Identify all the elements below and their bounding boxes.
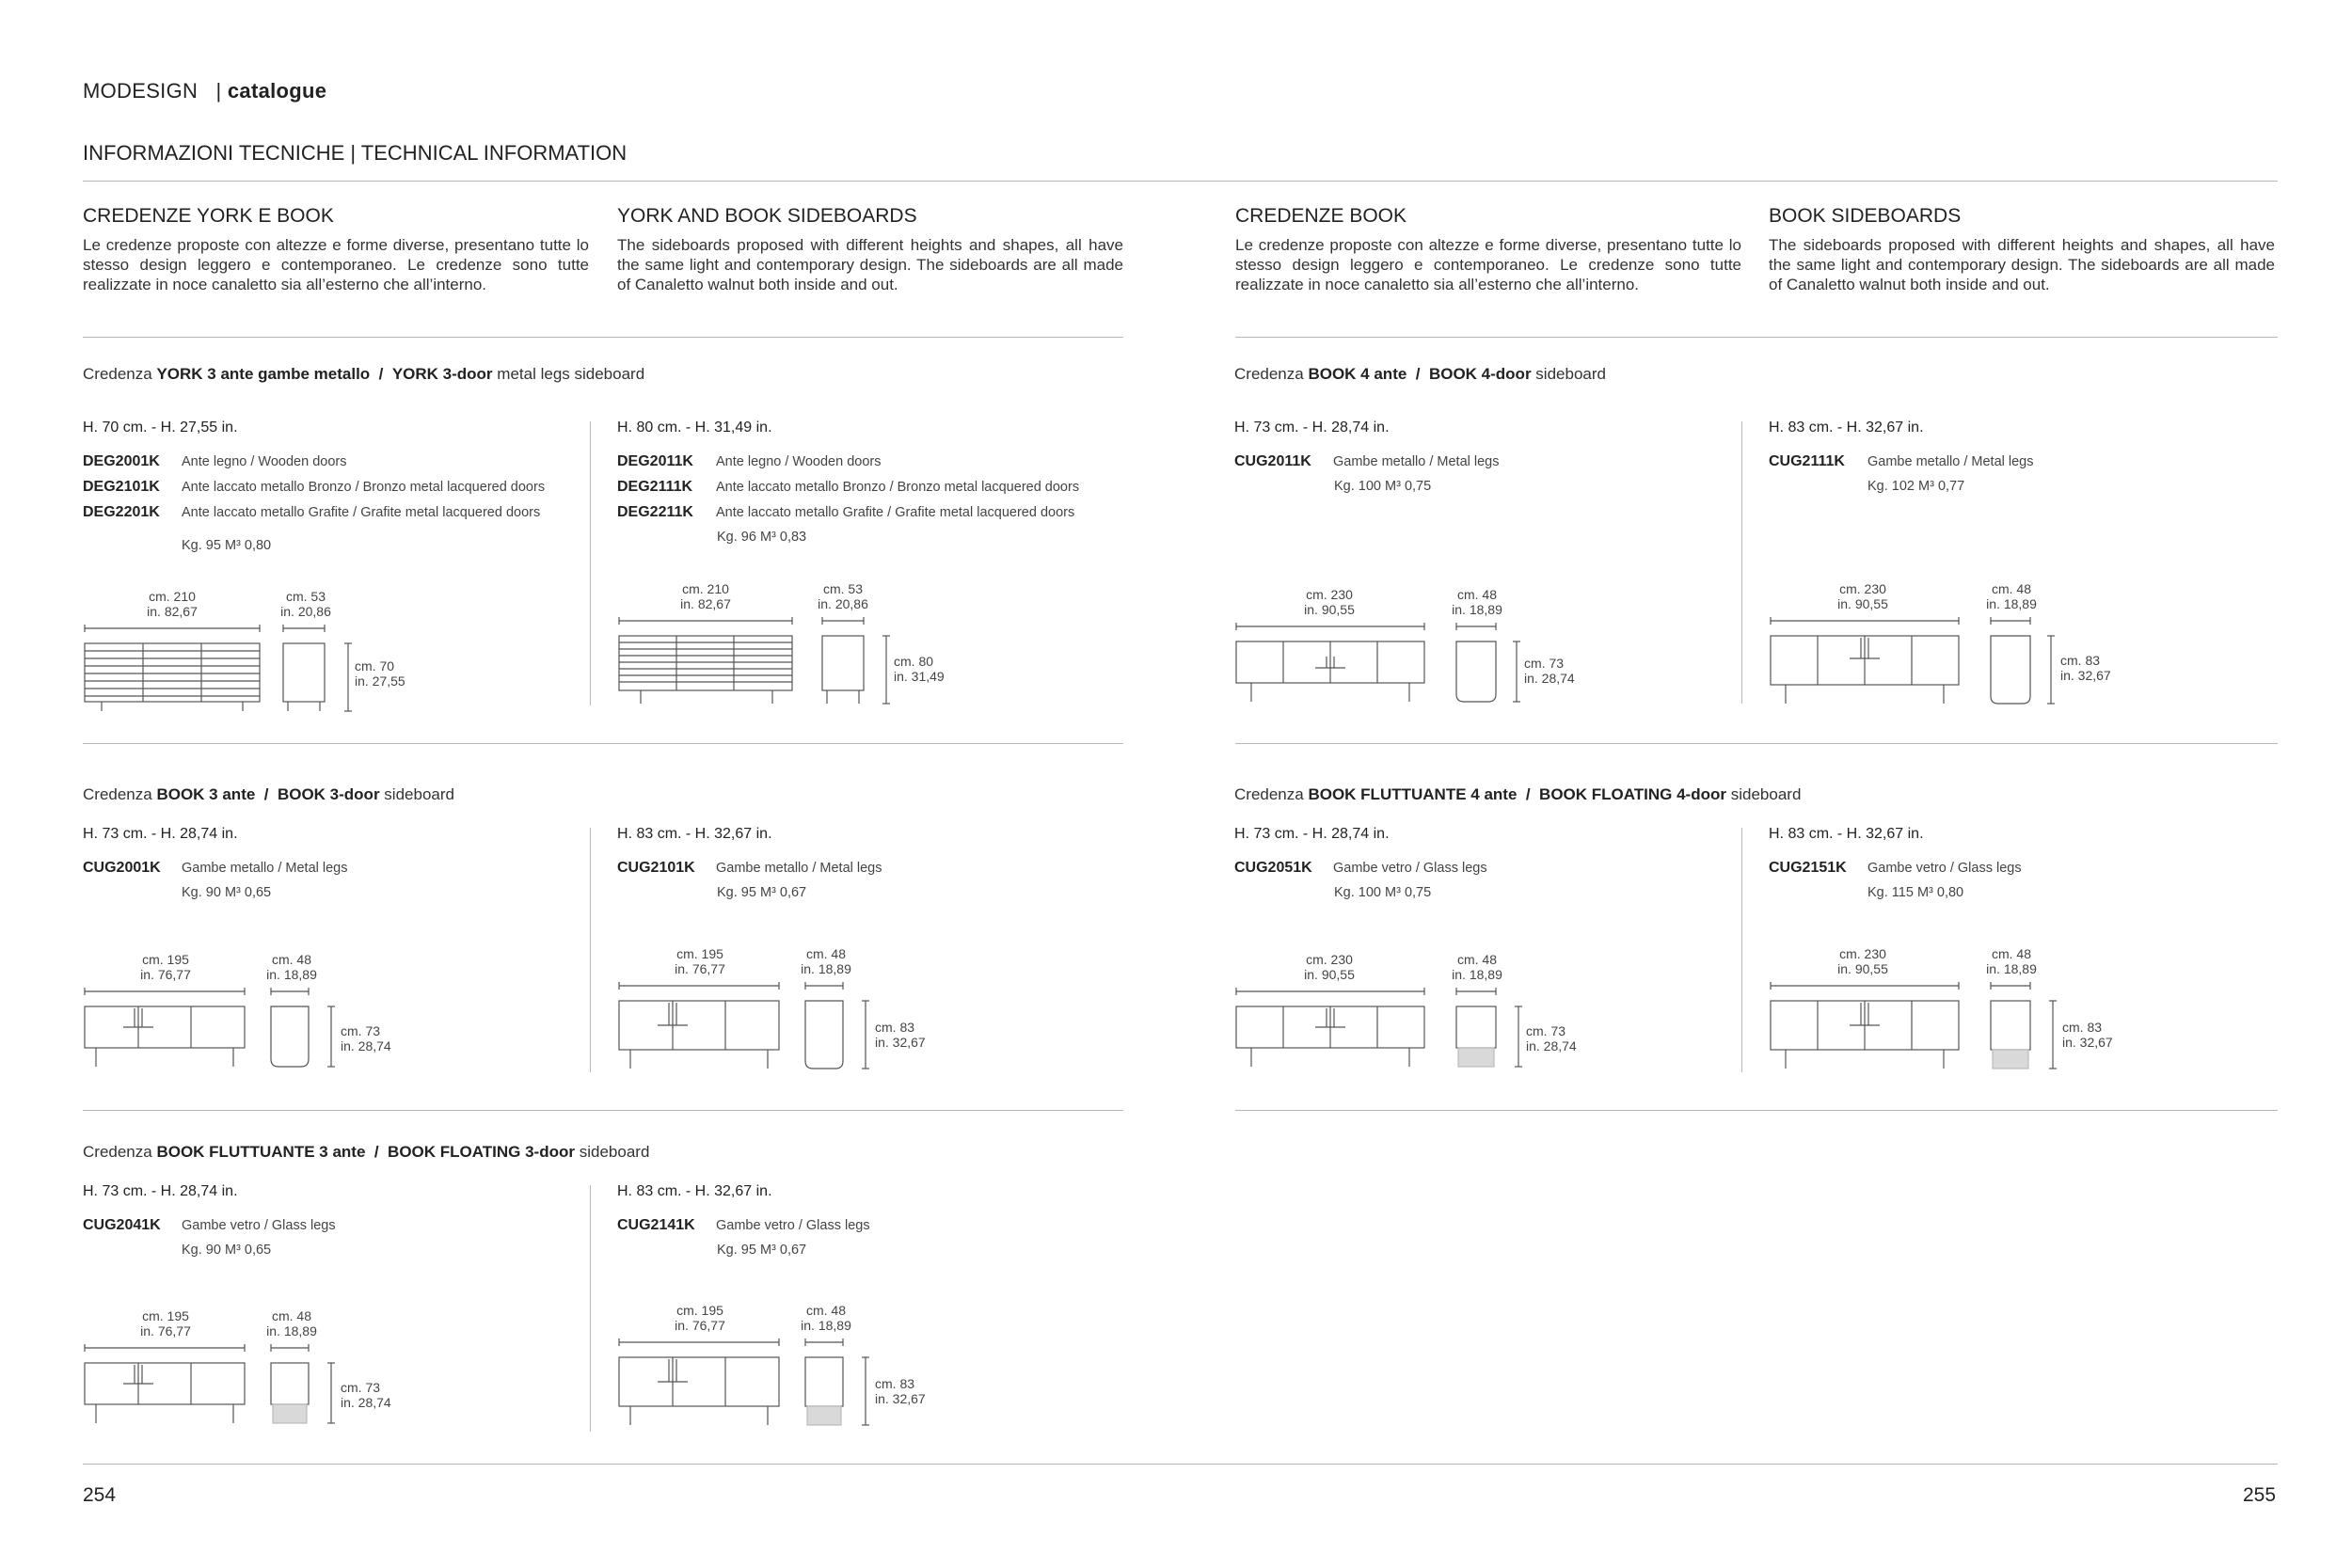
width-dimension: cm. 195 in. 76,77 xyxy=(675,1303,725,1333)
product-code-row: DEG2001K Ante legno / Wooden doors xyxy=(83,453,347,469)
height-dimension: cm. 73 in. 28,74 xyxy=(341,1380,391,1410)
weight-volume: Kg. 95 M³ 0,67 xyxy=(717,1243,807,1258)
brand-name: MODESIGN xyxy=(83,79,199,103)
weight-volume: Kg. 100 M³ 0,75 xyxy=(1334,885,1432,900)
depth-dimension: cm. 48 in. 18,89 xyxy=(1986,581,2037,611)
height-label: H. 73 cm. - H. 28,74 in. xyxy=(83,1183,238,1199)
product-code-row: DEG2101K Ante laccato metallo Bronzo / Bronzo metal lacquered doors xyxy=(83,479,546,495)
section-divider xyxy=(1235,743,2278,744)
weight-volume: Kg. 102 M³ 0,77 xyxy=(1867,479,1965,494)
weight-volume: Kg. 90 M³ 0,65 xyxy=(182,1243,272,1258)
width-dimension: cm. 195 in. 76,77 xyxy=(140,952,191,982)
column-divider xyxy=(1741,421,1742,704)
york-left-drawing xyxy=(83,621,356,715)
width-dimension: cm. 230 in. 90,55 xyxy=(1837,581,1888,611)
product-code-row: CUG2001K Gambe metallo / Metal legs xyxy=(83,860,348,876)
section-divider xyxy=(83,1110,1123,1111)
intro-left-it-text: Le credenze proposte con altezze e forme diverse, presentano tutte lo stesso design leggero e contemporaneo. Le credenze sono tutte realizzate in noce canaletto sia all’esterno che all’interno. xyxy=(83,236,589,293)
product-code-row: CUG2101K Gambe metallo / Metal legs xyxy=(617,860,882,876)
width-dimension: cm. 230 in. 90,55 xyxy=(1304,952,1355,982)
intro-divider-left xyxy=(83,337,1123,338)
column-divider xyxy=(590,828,591,1072)
weight-volume: Kg. 95 M³ 0,80 xyxy=(182,538,272,553)
page-number-right: 255 xyxy=(2243,1484,2277,1506)
column-divider xyxy=(590,1185,591,1432)
book-floating4-left-drawing xyxy=(1234,984,1526,1078)
book-floating3-left-drawing xyxy=(83,1340,356,1434)
height-label: H. 73 cm. - H. 28,74 in. xyxy=(83,826,238,842)
intro-left-en-title: YORK AND BOOK SIDEBOARDS xyxy=(617,205,917,227)
width-dimension: cm. 195 in. 76,77 xyxy=(140,1308,191,1338)
height-label: H. 83 cm. - H. 32,67 in. xyxy=(617,1183,772,1199)
height-dimension: cm. 83 in. 32,67 xyxy=(875,1376,926,1406)
width-dimension: cm. 210 in. 82,67 xyxy=(680,581,731,611)
depth-dimension: cm. 48 in. 18,89 xyxy=(266,952,317,982)
height-dimension: cm. 73 in. 28,74 xyxy=(1526,1023,1577,1053)
height-dimension: cm. 83 in. 32,67 xyxy=(2062,1020,2113,1050)
brand-separator: | xyxy=(215,79,222,103)
width-dimension: cm. 195 in. 76,77 xyxy=(675,946,725,976)
product-code-row: CUG2111K Gambe metallo / Metal legs xyxy=(1769,453,2034,469)
height-dimension: cm. 73 in. 28,74 xyxy=(341,1023,391,1053)
page-number-left: 254 xyxy=(83,1484,117,1506)
height-dimension: cm. 80 in. 31,49 xyxy=(894,654,945,684)
width-dimension: cm. 230 in. 90,55 xyxy=(1837,946,1888,976)
product-code-row: CUG2011K Gambe metallo / Metal legs xyxy=(1234,453,1500,469)
height-dimension: cm. 83 in. 32,67 xyxy=(2060,653,2111,683)
product-code-row: DEG2011K Ante legno / Wooden doors xyxy=(617,453,882,469)
footer-divider xyxy=(83,1464,2278,1465)
depth-dimension: cm. 48 in. 18,89 xyxy=(1452,587,1502,617)
product-title-book-floating-3: Credenza BOOK FLUTTUANTE 3 ante / BOOK FLOATING 3-door sideboard xyxy=(83,1143,650,1161)
column-divider xyxy=(590,421,591,705)
weight-volume: Kg. 100 M³ 0,75 xyxy=(1334,479,1432,494)
page-subtitle: INFORMAZIONI TECNICHE | TECHNICAL INFORMATION xyxy=(83,141,628,165)
intro-left-it-title: CREDENZE YORK E BOOK xyxy=(83,205,334,227)
depth-dimension: cm. 48 in. 18,89 xyxy=(1452,952,1502,982)
product-code-row: CUG2141K Gambe vetro / Glass legs xyxy=(617,1217,870,1233)
column-divider xyxy=(1741,828,1742,1072)
intro-right-en-text: The sideboards proposed with different heights and shapes, all have the same light and contemporary design. The sideboards are all made of Canaletto walnut both inside and out. xyxy=(1769,236,2275,293)
height-label: H. 80 cm. - H. 31,49 in. xyxy=(617,420,772,436)
product-code-row: DEG2201K Ante laccato metallo Grafite / Grafite metal lacquered doors xyxy=(83,504,541,520)
weight-volume: Kg. 90 M³ 0,65 xyxy=(182,885,272,900)
book3-right-drawing xyxy=(617,978,890,1082)
height-dimension: cm. 73 in. 28,74 xyxy=(1524,656,1575,686)
height-dimension: cm. 70 in. 27,55 xyxy=(355,658,405,689)
weight-volume: Kg. 115 M³ 0,80 xyxy=(1867,885,1964,900)
book-floating4-right-drawing xyxy=(1769,978,2060,1082)
height-dimension: cm. 83 in. 32,67 xyxy=(875,1020,926,1050)
height-label: H. 83 cm. - H. 32,67 in. xyxy=(1769,420,1924,436)
intro-right-it-title: CREDENZE BOOK xyxy=(1235,205,1407,227)
height-label: H. 73 cm. - H. 28,74 in. xyxy=(1234,826,1390,842)
product-code-row: CUG2151K Gambe vetro / Glass legs xyxy=(1769,860,2022,876)
width-dimension: cm. 230 in. 90,55 xyxy=(1304,587,1355,617)
book3-left-drawing xyxy=(83,984,356,1078)
product-title-book4: Credenza BOOK 4 ante / BOOK 4-door sideboard xyxy=(1234,365,1606,383)
section-divider xyxy=(1235,1110,2278,1111)
weight-volume: Kg. 95 M³ 0,67 xyxy=(717,885,807,900)
intro-right-en-title: BOOK SIDEBOARDS xyxy=(1769,205,1962,227)
york-right-drawing xyxy=(617,613,890,707)
depth-dimension: cm. 48 in. 18,89 xyxy=(1986,946,2037,976)
intro-right-it-text: Le credenze proposte con altezze e forme diverse, presentano tutte lo stesso design leggero e contemporaneo. Le credenze sono tutte realizzate in noce canaletto sia all’esterno che all’interno. xyxy=(1235,236,1741,293)
height-label: H. 83 cm. - H. 32,67 in. xyxy=(1769,826,1924,842)
catalogue-label: catalogue xyxy=(227,79,327,103)
depth-dimension: cm. 48 in. 18,89 xyxy=(266,1308,317,1338)
book-floating3-right-drawing xyxy=(617,1335,890,1438)
depth-dimension: cm. 53 in. 20,86 xyxy=(280,589,331,619)
product-code-row: DEG2211K Ante laccato metallo Grafite / Grafite metal lacquered doors xyxy=(617,504,1075,520)
height-label: H. 73 cm. - H. 28,74 in. xyxy=(1234,420,1390,436)
height-label: H. 83 cm. - H. 32,67 in. xyxy=(617,826,772,842)
depth-dimension: cm. 48 in. 18,89 xyxy=(801,946,851,976)
book4-left-drawing xyxy=(1234,619,1526,713)
product-title-book-floating-4: Credenza BOOK FLUTTUANTE 4 ante / BOOK FLOATING 4-door sideboard xyxy=(1234,785,1802,803)
brand-header xyxy=(83,79,326,103)
intro-left-en-text: The sideboards proposed with different heights and shapes, all have the same light and contemporary design. The sideboards are all made of Canaletto walnut both inside and out. xyxy=(617,236,1123,293)
product-code-row: CUG2041K Gambe vetro / Glass legs xyxy=(83,1217,336,1233)
product-code-row: DEG2111K Ante laccato metallo Bronzo / Bronzo metal lacquered doors xyxy=(617,479,1080,495)
book4-right-drawing xyxy=(1769,613,2060,717)
product-code-row: CUG2051K Gambe vetro / Glass legs xyxy=(1234,860,1487,876)
product-title-york3: Credenza YORK 3 ante gambe metallo / YORK 3-door metal legs sideboard xyxy=(83,365,645,383)
weight-volume: Kg. 96 M³ 0,83 xyxy=(717,530,807,545)
product-title-book3: Credenza BOOK 3 ante / BOOK 3-door sideboard xyxy=(83,785,454,803)
height-label: H. 70 cm. - H. 27,55 in. xyxy=(83,420,238,436)
header-divider xyxy=(83,181,2278,182)
depth-dimension: cm. 48 in. 18,89 xyxy=(801,1303,851,1333)
section-divider xyxy=(83,743,1123,744)
depth-dimension: cm. 53 in. 20,86 xyxy=(818,581,868,611)
width-dimension: cm. 210 in. 82,67 xyxy=(147,589,198,619)
intro-divider-right xyxy=(1235,337,2278,338)
